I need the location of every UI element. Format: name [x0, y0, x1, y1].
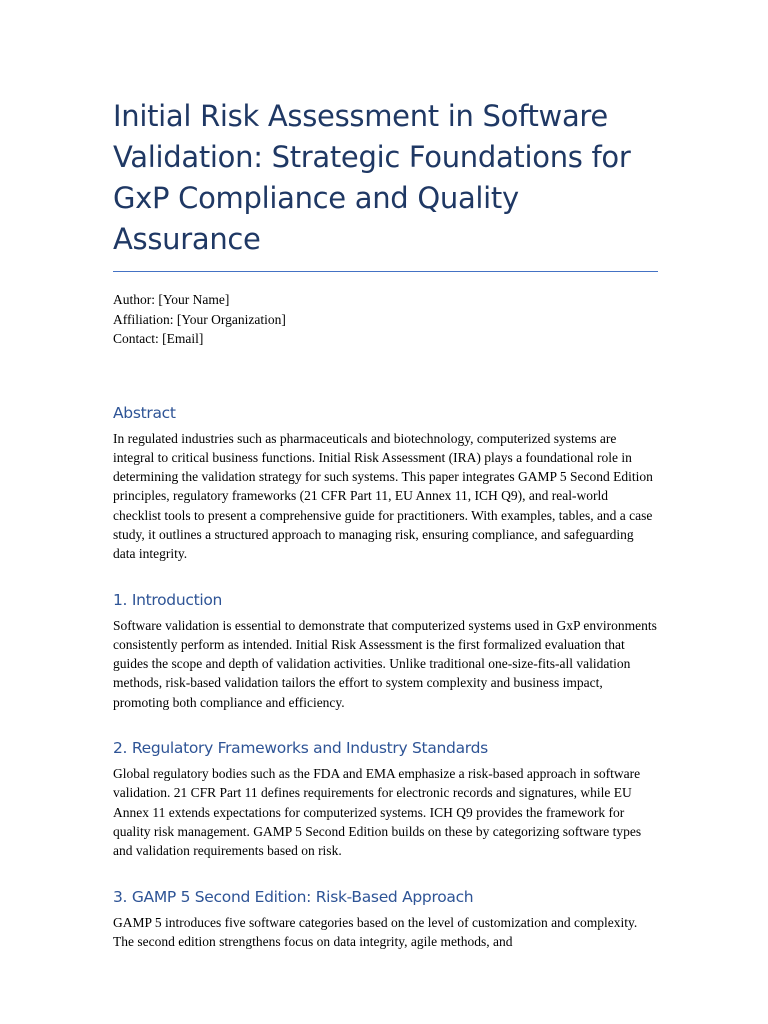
- section-heading: Abstract: [113, 403, 176, 422]
- section-body: Global regulatory bodies such as the FDA and EMA emphasize a risk-based approach in software validation. 21 CFR Part 11 defines requirements for electronic records and signatures, while EU Annex 11 extends expectations for computerized systems. ICH Q9 provides the framework for quality risk management. GAMP 5 Second Edition builds on these by categorizing software types and validation requirements based on risk.: [113, 766, 642, 859]
- affiliation-line: Affiliation: [Your Organization]: [113, 311, 286, 327]
- section-heading: 3. GAMP 5 Second Edition: Risk-Based Approach: [113, 887, 474, 906]
- contact-line: Contact: [Email]: [113, 331, 204, 346]
- document-page: [113, 0, 658, 951]
- section-regulatory-frameworks: [113, 738, 658, 860]
- author-block: [113, 290, 658, 349]
- section-heading: 2. Regulatory Frameworks and Industry Standards: [113, 739, 488, 758]
- section-heading: 1. Introduction: [113, 590, 223, 609]
- section-gamp5: [113, 887, 658, 952]
- section-body: Software validation is essential to demonstrate that computerized systems used in GxP environments consistently perform as intended. Initial Risk Assessment is the first formalized evaluation that guides the scope and depth of validation activities. Unlike traditional one-size-fits-all validation methods, risk-based validation tailors the effort to system complexity and business impact, promoting both compliance and efficiency.: [113, 617, 657, 710]
- document-title: Initial Risk Assessment in Software Validation: Strategic Foundations for GxP Compliance and Quality Assurance: [113, 96, 658, 272]
- section-body: In regulated industries such as pharmaceuticals and biotechnology, computerized systems are integral to critical business functions. Initial Risk Assessment (IRA) plays a foundational role in determining the validation strategy for such systems. This paper integrates GAMP 5 Second Edition principles, regulatory frameworks (21 CFR Part 11, EU Annex 11, ICH Q9), and real-world checklist tools to present a comprehensive guide for practitioners. With examples, tables, and a case study, it outlines a structured approach to managing risk, ensuring compliance, and safeguarding data integrity.: [113, 430, 653, 562]
- author-line: Author: [Your Name]: [113, 292, 230, 307]
- section-introduction: [113, 590, 658, 712]
- section-abstract: [113, 403, 658, 564]
- section-body: GAMP 5 introduces five software categories based on the level of customization and complexity. The second edition strengthens focus on data integrity, agile methods, and: [113, 914, 638, 949]
